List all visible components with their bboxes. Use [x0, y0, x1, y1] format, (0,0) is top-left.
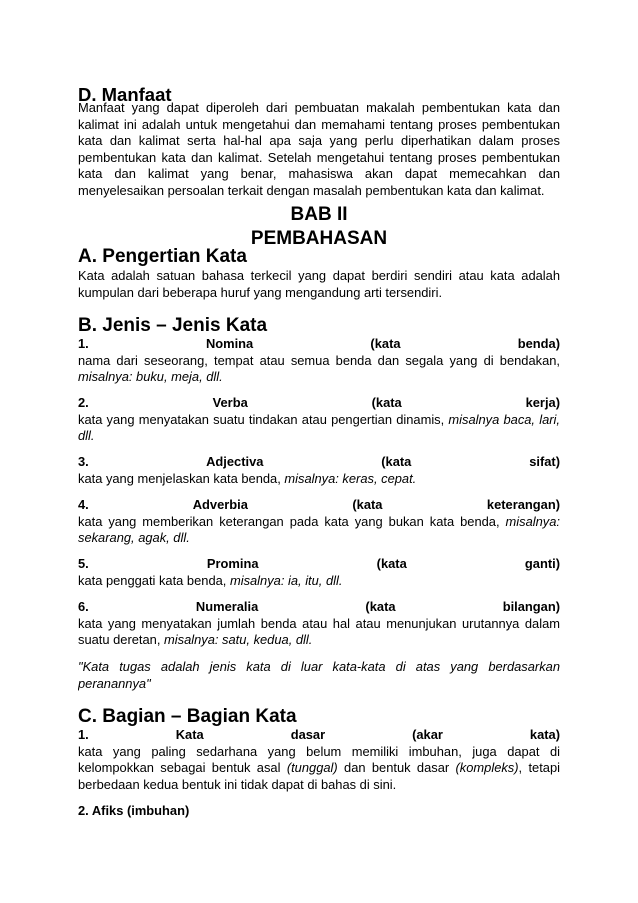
description-line: [78, 632, 560, 649]
description-text: suatu deretan,: [78, 632, 161, 648]
description-line: [78, 616, 560, 633]
description-text: kata penggati kata benda,: [78, 572, 227, 588]
word-type-label: 3. Adjectiva (kata sifat): [78, 454, 560, 469]
word-type-item: [78, 497, 560, 547]
word-type-label: 6. Numeralia (kata bilangan): [78, 599, 560, 614]
paragraph-line: kalimat ini adalah untuk mengetahui dan memahami tentang proses pembentukan: [78, 116, 560, 132]
paragraph-line: menyelesaikan persoalan terkait dengan masalah pembentukan kata dan kalimat.: [78, 182, 545, 198]
description-line: [78, 777, 560, 794]
chapter-title-block: [78, 203, 560, 251]
chapter-number: BAB II: [290, 204, 348, 225]
word-type-label: 1. Nomina (kata benda): [78, 336, 560, 351]
manfaat-paragraph: [78, 100, 560, 200]
word-type-label: 2. Verba (kata kerja): [78, 395, 560, 410]
description-line: [78, 760, 560, 777]
description-line: [78, 514, 560, 531]
example-text: misalnya: keras, cepat.: [284, 470, 417, 486]
word-type-item: [78, 599, 560, 649]
word-part-label: 2. Afiks (imbuhan): [78, 803, 190, 818]
word-type-item: [78, 395, 560, 445]
paragraph-line: kata dan kalimat serta hal-hal apa saja yang perlu diperhatikan dalam proses: [78, 133, 560, 149]
note-line: "Kata tugas adalah jenis kata di luar kata-kata di atas yang berdasarkan: [78, 659, 560, 674]
word-type-item: [78, 556, 560, 589]
example-text: misalnya:: [505, 513, 560, 529]
description-line: [78, 471, 560, 488]
description-text: kata yang menyatakan suatu tindakan atau pengertian dinamis,: [78, 411, 445, 427]
section-heading-bagian: C. Bagian – Bagian Kata: [78, 706, 297, 727]
description-line: [78, 573, 560, 590]
pengertian-paragraph: [78, 268, 560, 301]
description-text: kata yang menjelaskan kata benda,: [78, 470, 281, 486]
description-line: [78, 353, 560, 370]
chapter-title: PEMBAHASAN: [250, 228, 388, 249]
description-text: nama dari seseorang, tempat atau semua benda dan segala yang di bendakan,: [78, 352, 560, 368]
section-heading-pengertian: A. Pengertian Kata: [78, 246, 247, 267]
description-text: , tetapi: [518, 760, 560, 776]
description-line: [78, 412, 560, 429]
paragraph-line: kata dan kalimat yang benar, mahasiswa akan dapat memecahkan dan: [78, 166, 560, 182]
description-text: kata yang memberikan keterangan pada kata yang bukan kata benda,: [78, 513, 500, 529]
example-text: misalnya: buku, meja, dll.: [78, 369, 223, 385]
description-text: kelompokkan sebagai bentuk asal: [78, 760, 281, 776]
term-text: (kompleks): [455, 760, 519, 776]
note-line: peranannya": [78, 675, 151, 691]
word-part-item: [78, 727, 560, 793]
word-part-label: 1. Kata dasar (akar kata): [78, 727, 560, 742]
description-line: [78, 530, 560, 547]
description-text: berbedaan kedua bentuk ini tidak dapat di bahas di sini.: [78, 776, 397, 792]
example-text: misalnya: ia, itu, dll.: [229, 572, 343, 588]
description-text: kata yang menyatakan jumlah benda atau hal atau menunjukan urutannya dalam: [78, 615, 560, 631]
example-text: misalnya: satu, kedua, dll.: [164, 632, 313, 648]
term-text: (tunggal): [286, 760, 338, 776]
paragraph-line: kumpulan dari beberapa huruf yang mengandung arti tersendiri.: [78, 284, 443, 300]
example-text: sekarang, agak, dll.: [78, 530, 190, 546]
word-type-item: [78, 336, 560, 386]
paragraph-line: Kata adalah satuan bahasa terkecil yang dapat berdiri sendiri atau kata adalah: [78, 268, 560, 283]
word-type-label: 4. Adverbia (kata keterangan): [78, 497, 560, 512]
word-part-item: [78, 803, 560, 820]
description-line: [78, 428, 560, 445]
example-text: dll.: [78, 428, 95, 444]
word-type-item: [78, 454, 560, 487]
function-word-note: [78, 659, 560, 692]
paragraph-line: pembentukan kata dan kalimat. Setelah mengetahui tentang proses pembentukan: [78, 149, 560, 165]
description-line: [78, 369, 560, 386]
paragraph-line: Manfaat yang dapat diperoleh dari pembuatan makalah pembentukan kata dan: [78, 100, 560, 115]
example-text: misalnya baca, lari,: [448, 411, 560, 427]
word-type-label: 5. Promina (kata ganti): [78, 556, 560, 571]
description-text: dan bentuk dasar: [344, 760, 450, 776]
section-heading-jenis: B. Jenis – Jenis Kata: [78, 315, 268, 336]
section-heading-manfaat: D. Manfaat: [78, 84, 172, 105]
description-line: [78, 744, 560, 761]
description-text: kata yang paling sedarhana yang belum memiliki imbuhan, juga dapat di: [78, 743, 560, 759]
